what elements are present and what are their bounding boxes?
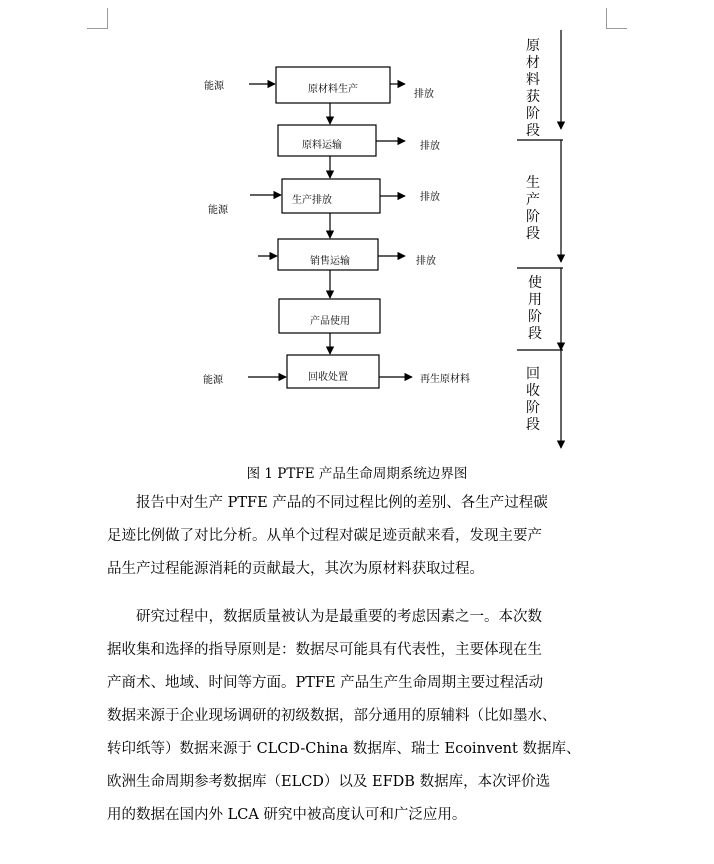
process-box-product-use bbox=[279, 299, 380, 333]
energy-label: 能源 bbox=[204, 81, 224, 92]
paragraph-line: 用的数据在国内外 LCA 研究中被高度认可和广泛应用。 bbox=[107, 807, 467, 823]
process-label: 生产排放 bbox=[292, 195, 332, 206]
emission-label: 排放 bbox=[416, 256, 436, 267]
process-box-raw-material-transport bbox=[278, 125, 376, 156]
paragraph-line: 欧洲生命周期参考数据库（ELCD）以及 EFDB 数据库，本次评价选 bbox=[107, 774, 551, 790]
process-box-raw-material-production bbox=[276, 67, 390, 103]
process-label: 回收处置 bbox=[308, 372, 348, 383]
paragraph-line: 品生产过程能源消耗的贡献最大，其次为原材料获取过程。 bbox=[107, 561, 484, 577]
stage-label-production: 生产阶段 bbox=[526, 175, 540, 242]
stage-label-recycling: 回收阶段 bbox=[526, 366, 540, 433]
process-box-production-emission bbox=[282, 179, 380, 213]
paragraph-2 bbox=[107, 601, 607, 832]
emission-label: 排放 bbox=[420, 192, 440, 203]
process-label: 原材料生产 bbox=[308, 84, 358, 95]
paragraph-line: 转印纸等）数据来源于 CLCD-China 数据库、瑞士 Ecoinvent 数据库、 bbox=[107, 741, 581, 757]
recycle-output-label: 再生原材料 bbox=[420, 374, 470, 385]
paragraph-line: 数据来源于企业现场调研的初级数据，部分通用的原辅料（比如墨水、 bbox=[107, 708, 557, 724]
process-label: 产品使用 bbox=[310, 316, 350, 327]
paragraph-1 bbox=[107, 487, 607, 586]
figure-caption: 图 1 PTFE 产品生命周期系统边界图 bbox=[246, 466, 468, 482]
energy-label: 能源 bbox=[203, 375, 223, 386]
stage-timeline bbox=[517, 30, 563, 448]
paragraph-line: 研究过程中，数据质量被认为是最重要的考虑因素之一。本次数 bbox=[136, 609, 542, 625]
energy-label: 能源 bbox=[208, 205, 228, 216]
stage-label-raw-material: 原材料获阶段 bbox=[526, 38, 540, 139]
stage-label-use: 使用阶段 bbox=[528, 275, 542, 342]
process-box-recycling-disposal bbox=[287, 355, 379, 388]
paragraph-line: 产商术、地域、时间等方面。PTFE 产品生产生命周期主要过程活动 bbox=[107, 675, 544, 691]
paragraph-line: 据收集和选择的指导原则是：数据尽可能具有代表性，主要体现在生 bbox=[107, 642, 542, 658]
flow-arrows bbox=[248, 84, 412, 377]
process-label: 原料运输 bbox=[302, 140, 342, 151]
emission-label: 排放 bbox=[420, 141, 440, 152]
process-box-sales-transport bbox=[278, 239, 378, 270]
paragraph-line: 足迹比例做了对比分析。从单个过程对碳足迹贡献来看，发现主要产 bbox=[107, 528, 542, 544]
paragraph-line: 报告中对生产 PTFE 产品的不同过程比例的差别、各生产过程碳 bbox=[136, 495, 548, 511]
process-label: 销售运输 bbox=[310, 256, 350, 267]
emission-label: 排放 bbox=[414, 89, 434, 100]
